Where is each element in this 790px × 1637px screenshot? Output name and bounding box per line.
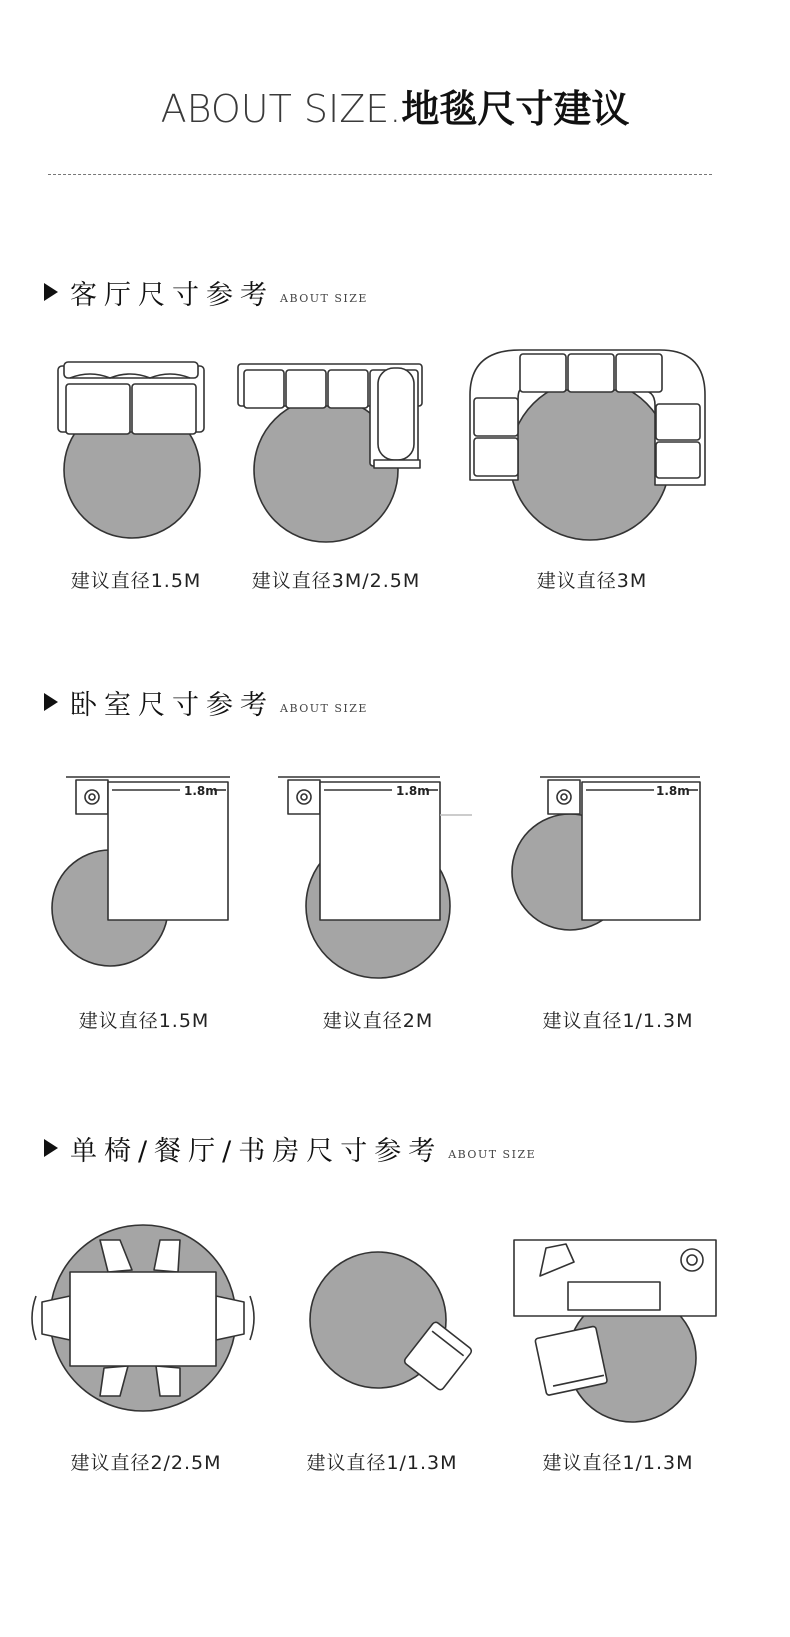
- dining-plan: [32, 1225, 254, 1411]
- bed-size-label: 1.8m: [184, 784, 218, 798]
- study-plan: [514, 1240, 716, 1422]
- caption-bedroom-1: 建议直径1.5M: [78, 1010, 210, 1032]
- page-title-zh: 地毯尺寸建议: [401, 87, 630, 131]
- caption-living-2: 建议直径3M/2.5M: [251, 570, 421, 592]
- caption-single-chair: 建议直径1/1.3M: [306, 1452, 458, 1474]
- nightstand-icon: [76, 780, 108, 814]
- rug-circle: [510, 380, 670, 540]
- page-title-en: ABOUT SIZE.: [160, 87, 402, 131]
- living-room-plan-1: [58, 362, 204, 538]
- section-title: 单椅/餐厅/书房尺寸参考: [70, 1135, 443, 1167]
- caption-living-3: 建议直径3M: [536, 570, 648, 592]
- caption-study: 建议直径1/1.3M: [542, 1452, 694, 1474]
- desk-chair-icon: [535, 1326, 608, 1396]
- section-subtitle: ABOUT SIZE: [448, 1147, 537, 1161]
- section-subtitle: ABOUT SIZE: [280, 701, 368, 715]
- bed-icon: [582, 782, 700, 920]
- dining-table-icon: [70, 1272, 216, 1366]
- section-title: 卧室尺寸参考: [70, 689, 274, 721]
- bed-size-label: 1.8m: [656, 784, 690, 798]
- bed-size-label: 1.8m: [396, 784, 430, 798]
- bed-icon: [108, 782, 228, 920]
- bedroom-plan-3: [512, 777, 700, 930]
- single-chair-plan: [310, 1252, 473, 1391]
- bed-icon: [320, 782, 440, 920]
- bedroom-plan-1: [52, 777, 230, 966]
- section-title: 客厅尺寸参考: [70, 279, 274, 311]
- caption-bedroom-3: 建议直径1/1.3M: [542, 1010, 694, 1032]
- caption-living-1: 建议直径1.5M: [70, 570, 202, 592]
- caption-bedroom-2: 建议直径2M: [322, 1010, 434, 1032]
- nightstand-icon: [288, 780, 320, 814]
- bedroom-plan-2: [278, 777, 472, 978]
- section-subtitle: ABOUT SIZE: [280, 291, 368, 305]
- nightstand-icon: [548, 780, 580, 814]
- living-room-plan-3: [470, 350, 705, 540]
- living-room-plan-2: [238, 364, 422, 542]
- caption-dining: 建议直径2/2.5M: [70, 1452, 222, 1474]
